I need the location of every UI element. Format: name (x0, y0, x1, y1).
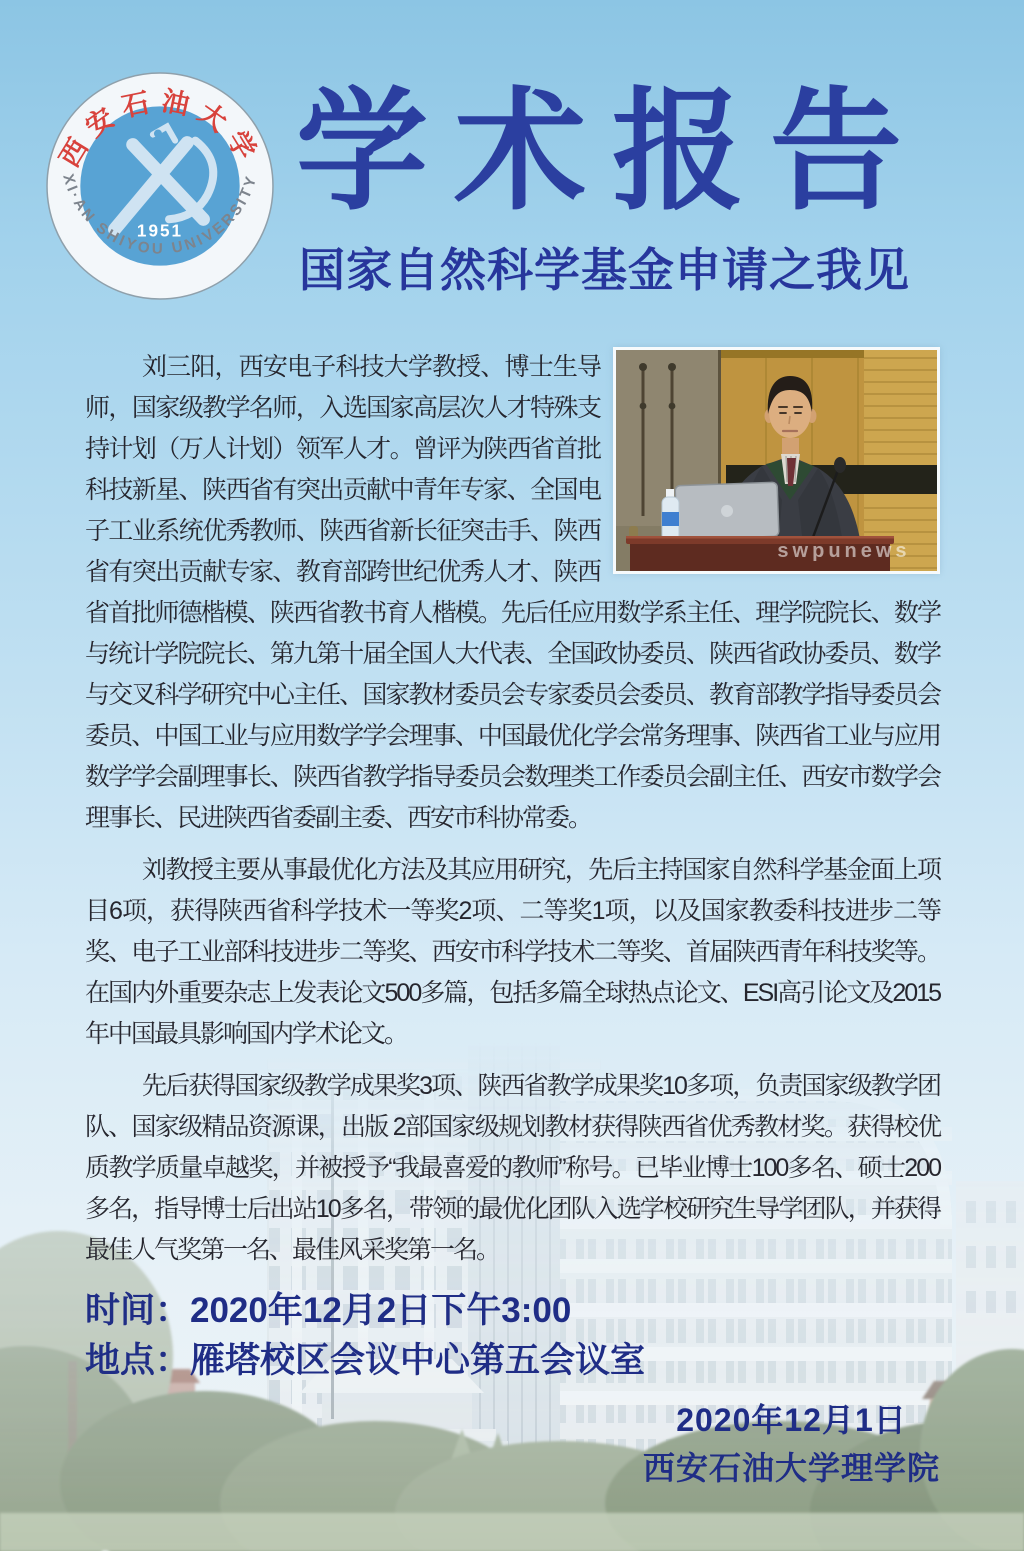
photo-watermark: swpunews (777, 540, 911, 562)
logo-university-en: XI·AN SHIYOU UNIVERSITY (59, 172, 261, 258)
logo-university-cn: 西安石油大学 (54, 85, 266, 173)
bio-paragraph-2-text: 刘教授主要从事最优化方法及其应用研究，先后主持国家自然科学基金面上项目6项，获得陕西省科学技术一等奖2项、二等奖1项，以及国家教委科技进步二等奖、电子工业部科技进步二等奖、西安市科学技术二等奖、首届陕西青年科技奖等。在国内外重要杂志上发表论文500多篇，包括多篇全球热点论文、ESI高引论文及2015年中国最具影响国内学术论文。 (85, 856, 940, 1048)
bio-paragraph-3-text: 先后获得国家级教学成果奖3项、陕西省教学成果奖10多项，负责国家级教学团队、国家级精品资源课，出版 2部国家级规划教材获得陕西省优秀教材奖。获得校优质教学质量卓越奖，并被授予“我最喜爱的教师”称号。已毕业博士100多名、硕士200多名，指导博士后出站10多名，带领的最优化团队入选学校研究生导学团队，并获得最佳人气奖第一名、最佳风采奖第一名。 (85, 1072, 940, 1264)
event-location: 地点：雁塔校区会议中心第五会议室 (85, 1341, 646, 1380)
university-logo (44, 70, 276, 302)
laptop (675, 482, 779, 540)
bio-paragraph-1-text: 刘三阳，西安电子科技大学教授、博士生导师，国家级教学名师，入选国家高层次人才特殊支持计划（万人计划）领军人才。曾评为陕西省首批科技新星、陕西省有突出贡献中青年专家、全国电子工业系统优秀教师、陕西省新长征突击手、陕西省有突出贡献专家、教育部跨世纪优秀人才、陕西省首批师德楷模、陕西省教书育人楷模。先后任应用数学系主任、理学院院长、数学与统计学院院长、第九第十届全国人大代表、全国政协委员、陕西省政协委员、数学与交叉科学研究中心主任、国家教材委员会专家委员会委员、教育部教学指导委员会委员、中国工业与应用数学学会理事、中国最优化学会常务理事、陕西省工业与应用数学学会副理事长、陕西省教学指导委员会数理类工作委员会副主任、西安市数学会理事长、民进陕西省委副主委、西安市科协常委。 (85, 353, 940, 832)
bio-paragraph-2 (85, 850, 940, 1055)
event-time: 时间：2020年12月2日下午3:00 (85, 1291, 572, 1330)
bio-paragraph-1 (85, 347, 940, 839)
event-schedule (85, 1286, 645, 1386)
signoff (643, 1396, 940, 1492)
poster-subtitle: 国家自然科学基金申请之我见 (299, 245, 910, 296)
signoff-organization: 西安石油大学理学院 (642, 1450, 940, 1486)
speaker-bio (85, 347, 940, 1271)
signoff-date: 2020年12月1日 (676, 1402, 907, 1438)
speaker-photo (613, 347, 940, 574)
logo-year: 1951 (136, 220, 184, 241)
bio-paragraph-3 (85, 1066, 940, 1271)
poster-title: 学术报告 (296, 79, 928, 226)
